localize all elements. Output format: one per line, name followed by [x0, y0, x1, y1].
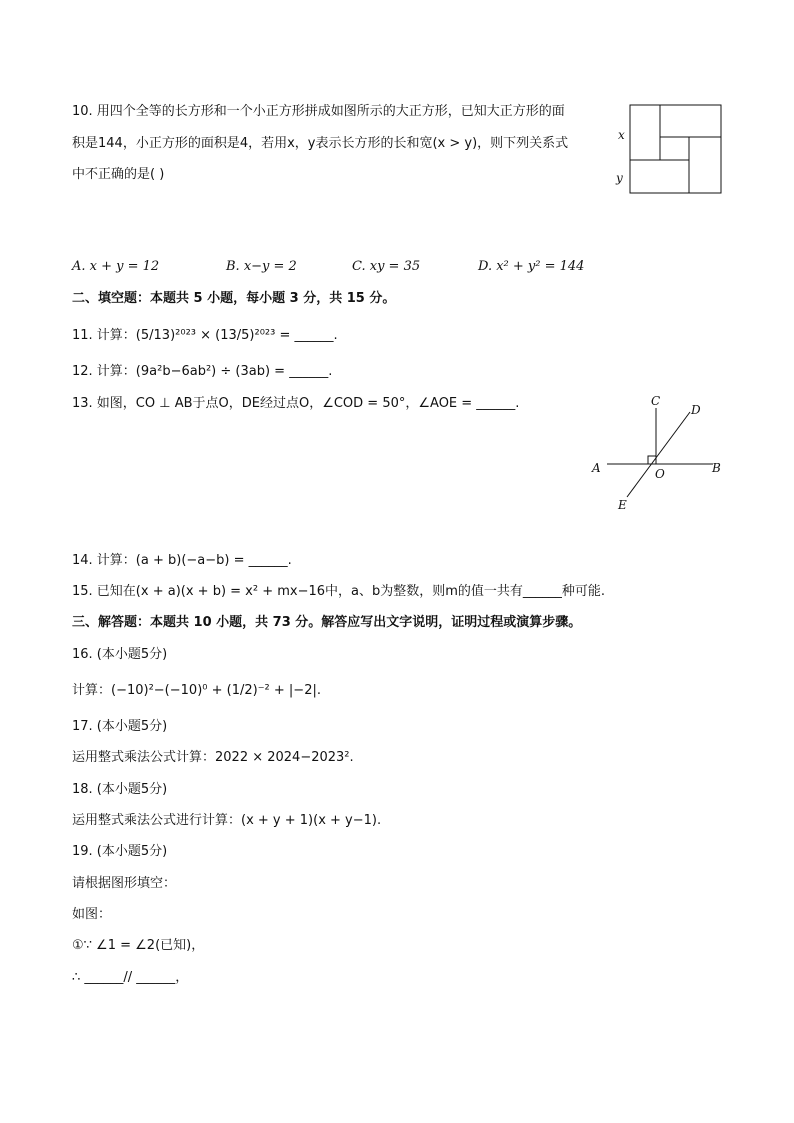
q13-label-c: C: [651, 394, 661, 408]
q10-option-a: A. x + y = 12: [72, 259, 160, 274]
q10-line-2: 积是144，小正方形的面积是4，若用x，y表示长方形的长和宽(x > y)，则下列关系式: [72, 136, 569, 151]
q10-line-1: 10. 用四个全等的长方形和一个小正方形拼成如图所示的大正方形，已知大正方形的面: [72, 104, 565, 119]
q19-line-1: 请根据图形填空：: [72, 876, 177, 891]
q19-heading: 19. (本小题5分): [72, 844, 168, 859]
q13-label-d: D: [691, 403, 701, 417]
q10-line-3: 中不正确的是( ): [72, 167, 165, 182]
q16-body: 计算：(−10)²−(−10)⁰ + (1/2)⁻² + |−2|.: [72, 683, 321, 698]
section-2-heading: 二、填空题：本题共 5 小题，每小题 3 分，共 15 分。: [72, 291, 396, 306]
q13: 13. 如图，CO ⊥ AB于点O，DE经过点O，∠COD = 50°，∠AOE = ______.: [72, 396, 520, 411]
q11: 11. 计算：(5/13)²⁰²³ × (13/5)²⁰²³ = ______.: [72, 328, 338, 343]
q13-label-o: O: [655, 467, 665, 481]
q18-body: 运用整式乘法公式进行计算：(x + y + 1)(x + y−1).: [72, 813, 382, 828]
q10-option-c: C. xy = 35: [352, 259, 421, 274]
q19-line-2: 如图：: [72, 907, 112, 922]
q13-label-b: B: [712, 461, 721, 475]
section-3-heading: 三、解答题：本题共 10 小题，共 73 分。解答应写出文字说明，证明过程或演算步骤。: [72, 615, 582, 630]
q10-option-b: B. x−y = 2: [226, 259, 297, 274]
q17-heading: 17. (本小题5分): [72, 719, 168, 734]
q19-line-4: ∴ ______// ______，: [72, 970, 189, 985]
q13-angle-figure: [585, 392, 730, 517]
q13-label-a: A: [592, 461, 601, 475]
q10-option-d: D. x² + y² = 144: [478, 259, 585, 274]
q15: 15. 已知在(x + a)(x + b) = x² + mx−16中，a、b为整数，则m的值一共有______种可能.: [72, 584, 606, 599]
q12: 12. 计算：(9a²b−6ab²) ÷ (3ab) = ______.: [72, 364, 333, 379]
q19-line-3: ①∵ ∠1 = ∠2(已知)，: [72, 938, 205, 953]
q10-fig-label-y: y: [616, 171, 623, 185]
q10-square-figure: [612, 100, 727, 198]
q10-fig-label-x: x: [618, 128, 625, 142]
q14: 14. 计算：(a + b)(−a−b) = ______.: [72, 553, 292, 568]
q17-body: 运用整式乘法公式计算：2022 × 2024−2023².: [72, 750, 354, 765]
q16-heading: 16. (本小题5分): [72, 647, 168, 662]
q13-label-e: E: [618, 498, 627, 512]
q18-heading: 18. (本小题5分): [72, 782, 168, 797]
